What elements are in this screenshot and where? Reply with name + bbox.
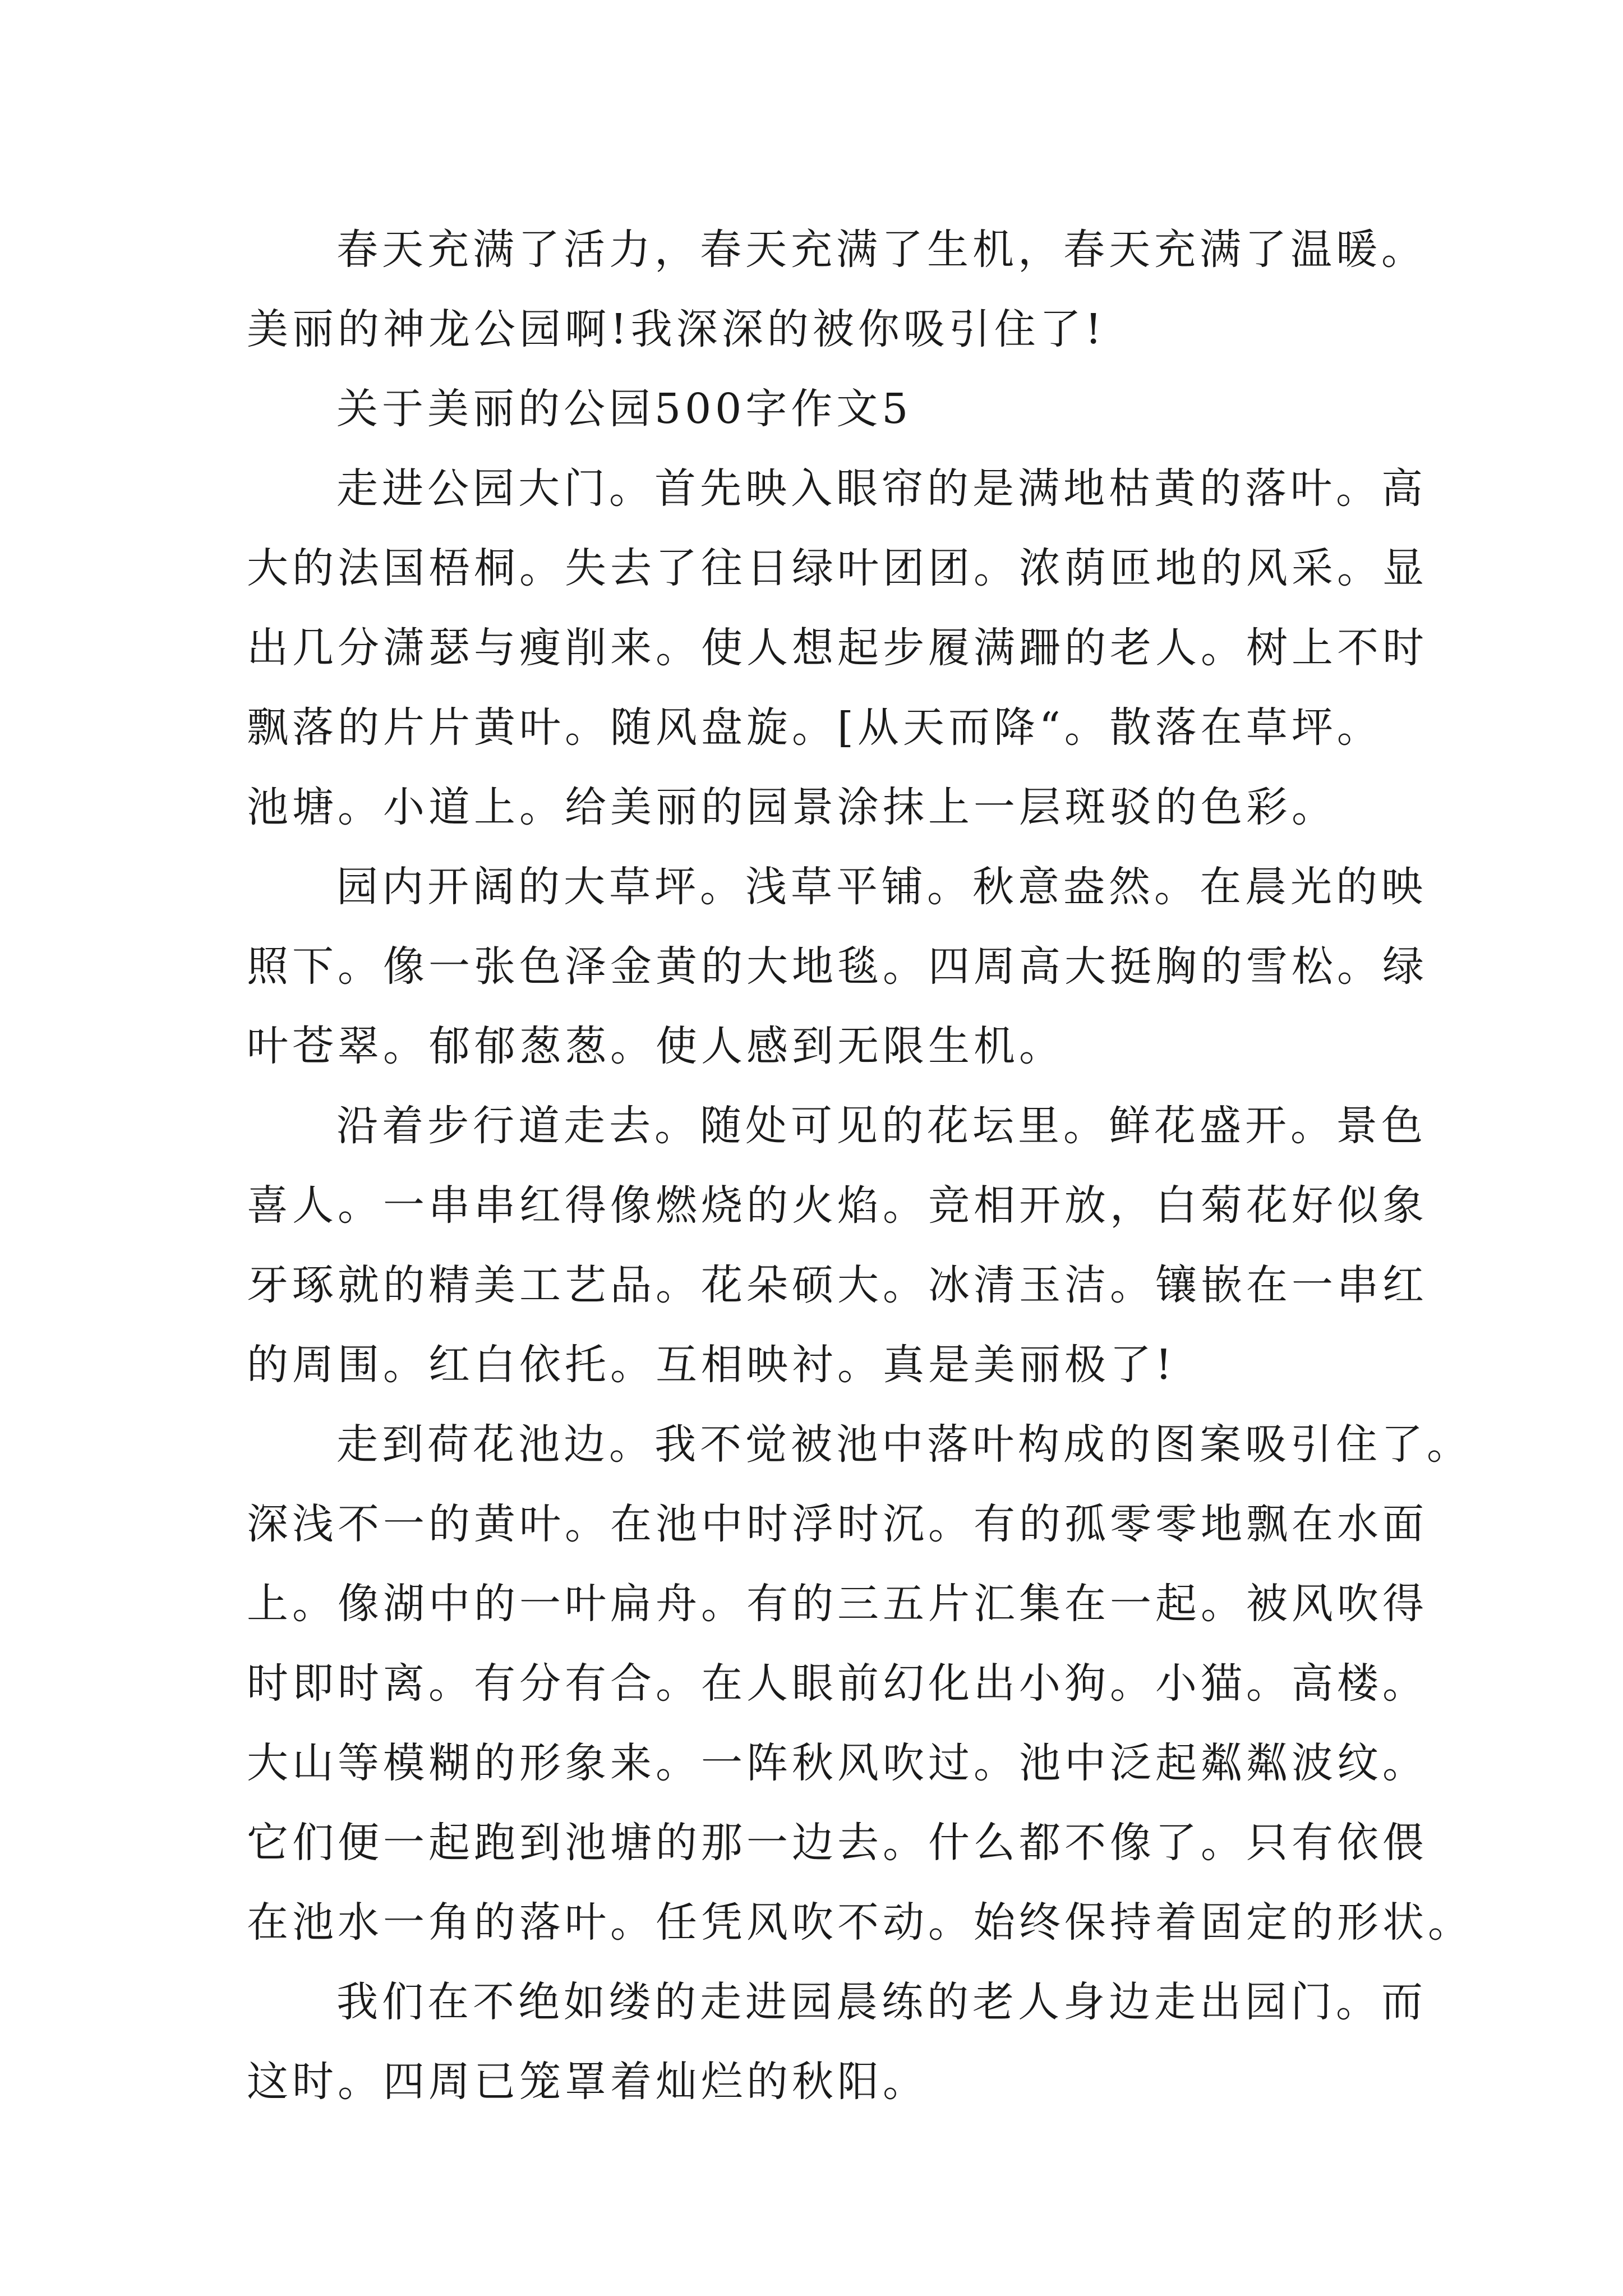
text-line: 时即时离。有分有合。在人眼前幻化出小狗。小猫。高楼。 bbox=[247, 1659, 1428, 1708]
text-line: 大山等模糊的形象来。一阵秋风吹过。池中泛起粼粼波纹。 bbox=[247, 1739, 1428, 1787]
text-line: 上。像湖中的一叶扁舟。有的三五片汇集在一起。被风吹得 bbox=[247, 1580, 1428, 1628]
text-line: 它们便一起跑到池塘的那一边去。什么都不像了。只有依偎 bbox=[247, 1819, 1428, 1867]
essay-title: 关于美丽的公园500字作文5 bbox=[336, 385, 912, 433]
text-line: 深浅不一的黄叶。在池中时浮时沉。有的孤零零地飘在水面 bbox=[247, 1500, 1428, 1548]
text-line: 喜人。一串串红得像燃烧的火焰。竞相开放，白菊花好似象 bbox=[247, 1181, 1428, 1230]
text-line: 园内开阔的大草坪。浅草平铺。秋意盎然。在晨光的映 bbox=[336, 863, 1427, 911]
text-line: 大的法国梧桐。失去了往日绿叶团团。浓荫匝地的风采。显 bbox=[247, 544, 1428, 592]
text-line: 沿着步行道走去。随处可见的花坛里。鲜花盛开。景色 bbox=[336, 1102, 1427, 1150]
text-line: 走进公园大门。首先映入眼帘的是满地枯黄的落叶。高 bbox=[336, 464, 1427, 513]
text-line: 出几分潇瑟与瘦削来。使人想起步履满跚的老人。树上不时 bbox=[247, 624, 1428, 672]
text-line: 的周围。红白依托。互相映衬。真是美丽极了! bbox=[247, 1341, 1176, 1389]
text-line: 春天充满了活力，春天充满了生机，春天充满了温暖。 bbox=[336, 226, 1427, 274]
text-line: 叶苍翠。郁郁葱葱。使人感到无限生机。 bbox=[247, 1022, 1064, 1070]
text-line: 飘落的片片黄叶。随风盘旋。[从天而降“。散落在草坪。 bbox=[247, 703, 1382, 752]
text-line: 美丽的神龙公园啊!我深深的被你吸引住了! bbox=[247, 305, 1106, 353]
text-line: 我们在不绝如缕的走进园晨练的老人身边走出园门。而 bbox=[336, 1978, 1427, 2026]
text-line: 池塘。小道上。给美丽的园景涂抹上一层斑驳的色彩。 bbox=[247, 783, 1337, 831]
text-line: 走到荷花池边。我不觉被池中落叶构成的图案吸引住了。 bbox=[336, 1420, 1472, 1469]
text-line: 照下。像一张色泽金黄的大地毯。四周高大挺胸的雪松。绿 bbox=[247, 942, 1428, 991]
text-line: 在池水一角的落叶。任凭风吹不动。始终保持着固定的形状。 bbox=[247, 1898, 1473, 1947]
essay-text bbox=[247, 210, 1473, 2122]
text-line: 牙琢就的精美工艺品。花朵硕大。冰清玉洁。镶嵌在一串红 bbox=[247, 1261, 1428, 1309]
text-line: 这时。四周已笼罩着灿烂的秋阳。 bbox=[247, 2058, 928, 2106]
